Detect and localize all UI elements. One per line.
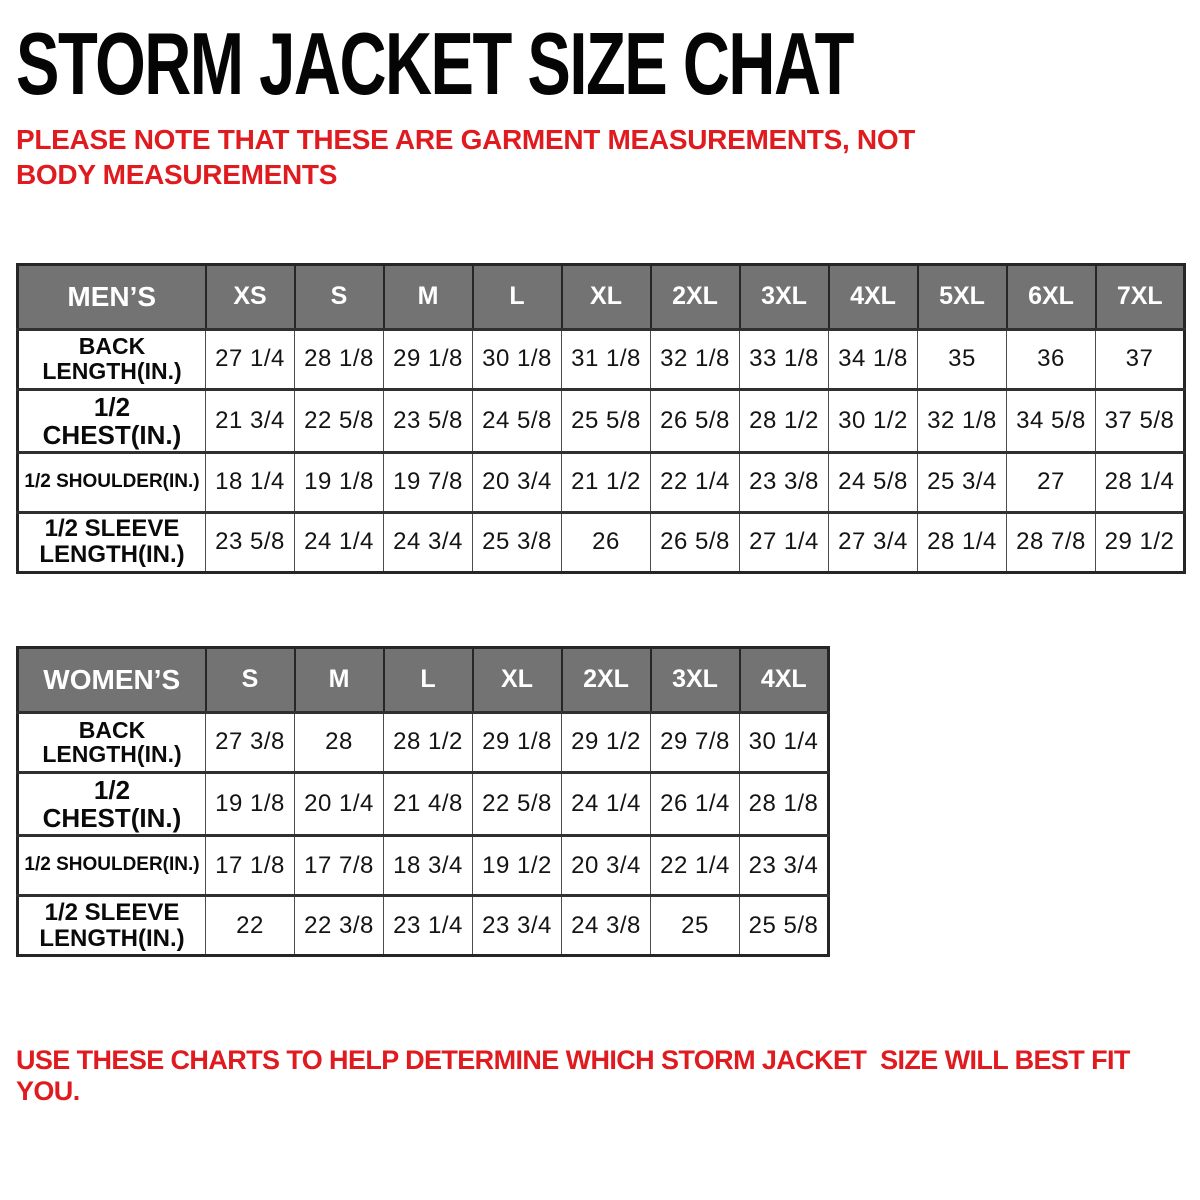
- value-cell: 37 5/8: [1096, 389, 1185, 452]
- value-cell: 26 5/8: [651, 389, 740, 452]
- value-cell: 23 3/8: [740, 452, 829, 512]
- value-cell: 24 1/4: [295, 512, 384, 572]
- value-cell: 25 5/8: [562, 389, 651, 452]
- value-cell: 23 3/4: [740, 836, 829, 896]
- value-cell: 24 3/4: [384, 512, 473, 572]
- row-label-cell: 1/2 CHEST(IN.): [18, 389, 206, 452]
- value-cell: 27 3/4: [829, 512, 918, 572]
- womens-size-header-m: M: [295, 647, 384, 712]
- mens-measurement-row: [18, 452, 1185, 512]
- value-cell: 20 1/4: [295, 772, 384, 835]
- value-cell: 28 1/2: [740, 389, 829, 452]
- womens-measurement-row: [18, 896, 829, 956]
- row-label-cell: 1/2 SLEEVE LENGTH(IN.): [18, 896, 206, 956]
- mens-size-header-xs: XS: [206, 264, 295, 329]
- value-cell: 30 1/4: [740, 712, 829, 772]
- value-cell: 28: [295, 712, 384, 772]
- value-cell: 25 3/4: [918, 452, 1007, 512]
- womens-size-header-s: S: [206, 647, 295, 712]
- fit-guidance-note: USE THESE CHARTS TO HELP DETERMINE WHICH STORM JACKET SIZE WILL BEST FIT YOU.: [16, 1045, 1137, 1106]
- value-cell: 19 1/8: [206, 772, 295, 835]
- mens-measurement-row: [18, 329, 1185, 389]
- value-cell: 28 1/4: [1096, 452, 1185, 512]
- value-cell: 26 1/4: [651, 772, 740, 835]
- value-cell: 19 7/8: [384, 452, 473, 512]
- value-cell: 28 1/8: [740, 772, 829, 835]
- value-cell: 25 3/8: [473, 512, 562, 572]
- value-cell: 34 5/8: [1007, 389, 1096, 452]
- mens-size-header-s: S: [295, 264, 384, 329]
- mens-size-header-m: M: [384, 264, 473, 329]
- garment-measurement-note: PLEASE NOTE THAT THESE ARE GARMENT MEASUREMENTS, NOT BODY MEASUREMENTS: [16, 123, 916, 191]
- value-cell: 29 1/8: [384, 329, 473, 389]
- value-cell: 26 5/8: [651, 512, 740, 572]
- mens-size-header-2xl: 2XL: [651, 264, 740, 329]
- value-cell: 19 1/2: [473, 836, 562, 896]
- value-cell: 27 1/4: [740, 512, 829, 572]
- value-cell: 27 3/8: [206, 712, 295, 772]
- mens-measurement-row: [18, 512, 1185, 572]
- value-cell: 21 1/2: [562, 452, 651, 512]
- mens-size-header-6xl: 6XL: [1007, 264, 1096, 329]
- mens-size-header-l: L: [473, 264, 562, 329]
- value-cell: 26: [562, 512, 651, 572]
- value-cell: 18 3/4: [384, 836, 473, 896]
- value-cell: 36: [1007, 329, 1096, 389]
- value-cell: 18 1/4: [206, 452, 295, 512]
- value-cell: 30 1/8: [473, 329, 562, 389]
- mens-table-title-cell: MEN’S: [18, 264, 206, 329]
- value-cell: 22 1/4: [651, 452, 740, 512]
- value-cell: 37: [1096, 329, 1185, 389]
- value-cell: 22 3/8: [295, 896, 384, 956]
- value-cell: 30 1/2: [829, 389, 918, 452]
- mens-size-header-5xl: 5XL: [918, 264, 1007, 329]
- value-cell: 29 1/2: [562, 712, 651, 772]
- value-cell: 29 7/8: [651, 712, 740, 772]
- womens-size-table: [16, 646, 830, 957]
- mens-measurement-row: [18, 389, 1185, 452]
- womens-measurement-row: [18, 712, 829, 772]
- value-cell: 25 5/8: [740, 896, 829, 956]
- row-label-cell: BACK LENGTH(IN.): [18, 712, 206, 772]
- value-cell: 32 1/8: [651, 329, 740, 389]
- womens-size-header-xl: XL: [473, 647, 562, 712]
- value-cell: 17 1/8: [206, 836, 295, 896]
- value-cell: 17 7/8: [295, 836, 384, 896]
- value-cell: 22 5/8: [295, 389, 384, 452]
- value-cell: 24 5/8: [829, 452, 918, 512]
- value-cell: 21 4/8: [384, 772, 473, 835]
- value-cell: 20 3/4: [562, 836, 651, 896]
- value-cell: 23 5/8: [384, 389, 473, 452]
- value-cell: 22 1/4: [651, 836, 740, 896]
- value-cell: 25: [651, 896, 740, 956]
- value-cell: 28 1/2: [384, 712, 473, 772]
- value-cell: 23 1/4: [384, 896, 473, 956]
- womens-size-header-3xl: 3XL: [651, 647, 740, 712]
- mens-header-row: [18, 264, 1185, 329]
- row-label-cell: 1/2 SHOULDER(IN.): [18, 452, 206, 512]
- value-cell: 19 1/8: [295, 452, 384, 512]
- value-cell: 20 3/4: [473, 452, 562, 512]
- value-cell: 27 1/4: [206, 329, 295, 389]
- value-cell: 24 5/8: [473, 389, 562, 452]
- value-cell: 24 1/4: [562, 772, 651, 835]
- value-cell: 33 1/8: [740, 329, 829, 389]
- value-cell: 29 1/8: [473, 712, 562, 772]
- value-cell: 29 1/2: [1096, 512, 1185, 572]
- mens-size-header-7xl: 7XL: [1096, 264, 1185, 329]
- value-cell: 34 1/8: [829, 329, 918, 389]
- row-label-cell: 1/2 CHEST(IN.): [18, 772, 206, 835]
- value-cell: 28 7/8: [1007, 512, 1096, 572]
- row-label-cell: 1/2 SHOULDER(IN.): [18, 836, 206, 896]
- value-cell: 35: [918, 329, 1007, 389]
- row-label-cell: 1/2 SLEEVE LENGTH(IN.): [18, 512, 206, 572]
- value-cell: 32 1/8: [918, 389, 1007, 452]
- womens-table-title-cell: WOMEN’S: [18, 647, 206, 712]
- value-cell: 22: [206, 896, 295, 956]
- row-label-cell: BACK LENGTH(IN.): [18, 329, 206, 389]
- womens-size-header-4xl: 4XL: [740, 647, 829, 712]
- value-cell: 23 5/8: [206, 512, 295, 572]
- womens-size-header-l: L: [384, 647, 473, 712]
- value-cell: 28 1/8: [295, 329, 384, 389]
- value-cell: 24 3/8: [562, 896, 651, 956]
- mens-size-header-4xl: 4XL: [829, 264, 918, 329]
- mens-size-table: [16, 263, 1186, 574]
- womens-header-row: [18, 647, 829, 712]
- value-cell: 31 1/8: [562, 329, 651, 389]
- value-cell: 21 3/4: [206, 389, 295, 452]
- womens-measurement-row: [18, 772, 829, 835]
- page-title: STORM JACKET SIZE CHAT: [16, 14, 853, 113]
- mens-size-header-xl: XL: [562, 264, 651, 329]
- womens-measurement-row: [18, 836, 829, 896]
- value-cell: 23 3/4: [473, 896, 562, 956]
- value-cell: 27: [1007, 452, 1096, 512]
- value-cell: 22 5/8: [473, 772, 562, 835]
- womens-size-header-2xl: 2XL: [562, 647, 651, 712]
- value-cell: 28 1/4: [918, 512, 1007, 572]
- mens-size-header-3xl: 3XL: [740, 264, 829, 329]
